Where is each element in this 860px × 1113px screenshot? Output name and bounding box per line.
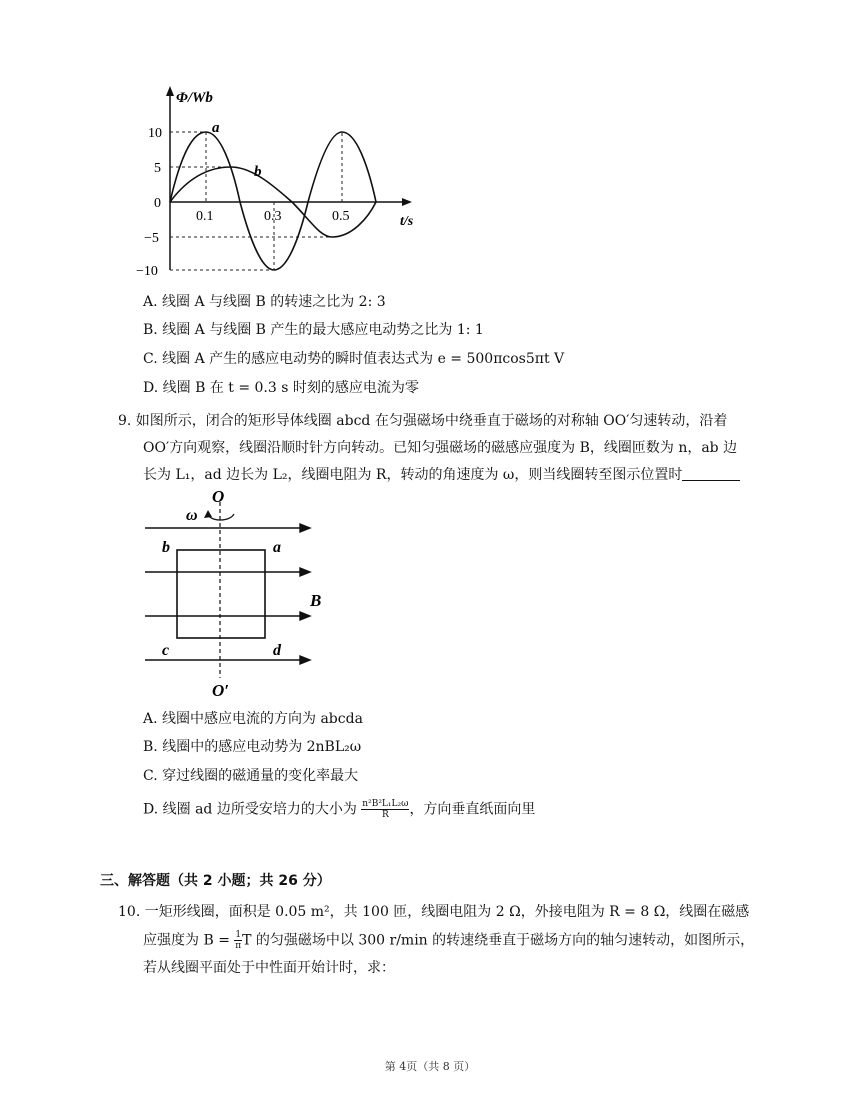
coil-rectangle (177, 550, 265, 638)
q8-option-a: A. 线圈 A 与线圈 B 的转速之比为 2: 3 (143, 294, 386, 310)
q9-option-a: A. 线圈中感应电流的方向为 abcda (143, 711, 363, 727)
q9-option-d-suffix: ，方向垂直纸面向里 (409, 801, 536, 818)
q10-fraction-denominator: π (235, 941, 242, 951)
field-arrow-1 (300, 524, 310, 532)
fraction-denominator: R (381, 810, 389, 820)
y-tick-minus10: −10 (136, 264, 158, 279)
y-axis-arrow (166, 86, 174, 96)
flux-time-graph (120, 80, 440, 280)
rotation-arrow-head (204, 510, 212, 518)
q10-line2 (143, 930, 754, 951)
y-tick-10: 10 (148, 126, 162, 141)
q9-option-d-prefix: D. 线圈 ad 边所受安培力的大小为 (143, 801, 357, 818)
omega-label: ω (186, 507, 198, 524)
q10-fraction-numerator: 1 (235, 930, 242, 940)
curve-a-label: a (212, 120, 220, 136)
q9-stem-line3 (143, 465, 740, 485)
answer-blank (682, 466, 740, 481)
x-tick-01: 0.1 (196, 209, 214, 224)
x-axis-label: t/s (400, 214, 414, 229)
fraction-numerator: n²B²L₁L₂ω (362, 799, 409, 809)
y-tick-minus5: −5 (144, 231, 159, 246)
page-footer: 第 4页（共 8 页） (384, 1060, 476, 1073)
field-arrow-4 (300, 656, 310, 664)
q8-option-b: B. 线圈 A 与线圈 B 产生的最大感应电动势之比为 1: 1 (143, 322, 484, 338)
q10-line2-suffix: T 的匀强磁场中以 300 r/min 的转速绕垂直于磁场方向的轴匀速转动，如图所示， (242, 932, 755, 949)
field-arrow-3 (300, 612, 310, 620)
y-tick-0: 0 (154, 196, 161, 211)
q9-option-d-fraction (361, 799, 409, 820)
section-title: 三、解答题（共 2 小题；共 26 分） (100, 873, 331, 889)
coil-diagram (140, 490, 340, 700)
q9-stem-line3-text: 长为 L₁，ad 边长为 L₂，线圈电阻为 R，转动的角速度为 ω，则当线圈转至图示位置时 (143, 467, 683, 483)
axis-label-o: O (212, 490, 225, 506)
corner-label-b: b (162, 539, 170, 556)
field-arrow-2 (300, 568, 310, 576)
q8-option-d: D. 线圈 B 在 t = 0.3 s 时刻的感应电流为零 (143, 380, 419, 396)
q9-option-b: B. 线圈中的感应电动势为 2nBL₂ω (143, 739, 362, 755)
y-axis-label: Φ/Wb (176, 90, 213, 106)
x-tick-03: 0.3 (264, 209, 282, 224)
y-tick-5: 5 (154, 161, 161, 176)
q9-stem-line1: 9. 如图所示，闭合的矩形导体线圈 abcd 在匀强磁场中绕垂直于磁场的对称轴 OO′匀速转动，沿着 (118, 413, 728, 429)
x-tick-05: 0.5 (332, 209, 350, 224)
q9-option-c: C. 穿过线圈的磁通量的变化率最大 (143, 768, 359, 784)
corner-label-d: d (273, 642, 281, 659)
corner-label-c: c (162, 642, 170, 659)
q10-fraction (234, 930, 242, 951)
curve-a (170, 132, 376, 270)
q8-option-c: C. 线圈 A 产生的感应电动势的瞬时值表达式为 e = 500πcos5πt V (143, 351, 565, 367)
axis-label-o-prime: O′ (212, 681, 230, 700)
x-axis-arrow (402, 198, 412, 206)
curve-b-label: b (254, 164, 262, 180)
q10-line3: 若从线圈平面处于中性面开始计时，求： (143, 960, 395, 976)
q10-line2-prefix: 应强度为 B = (143, 932, 230, 949)
q10-line1: 10. 一矩形线圈，面积是 0.05 m²，共 100 匝，线圈电阻为 2 Ω，外接电阻为 R = 8 Ω，线圈在磁感 (118, 904, 750, 920)
corner-label-a: a (273, 539, 281, 556)
q9-stem-line2: OO′方向观察，线圈沿顺时针方向转动。已知匀强磁场的磁感应强度为 B，线圈匝数为 n，ab 边 (143, 440, 738, 456)
q9-option-d (143, 799, 535, 820)
field-label-b: B (310, 591, 322, 610)
